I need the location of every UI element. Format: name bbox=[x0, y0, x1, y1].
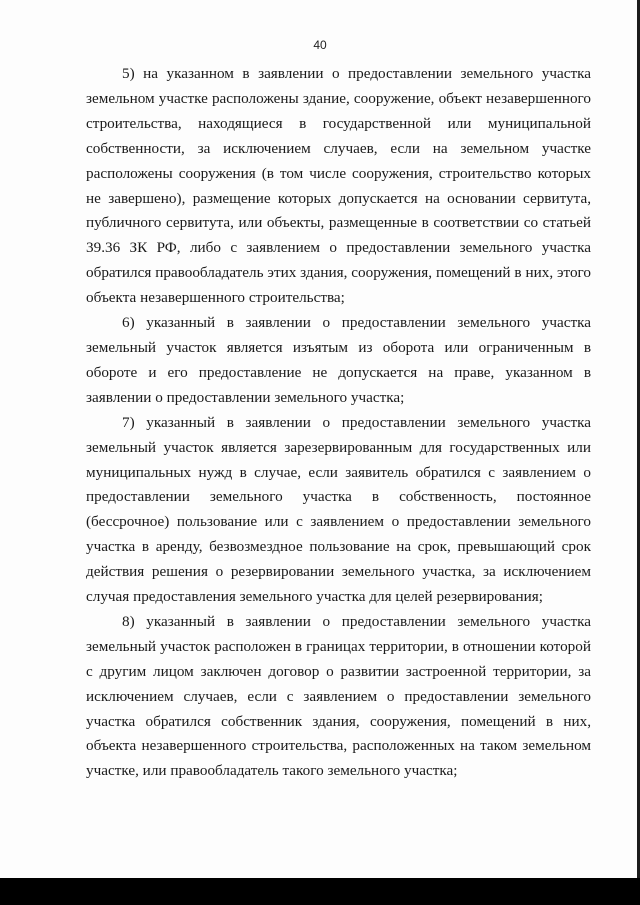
page-number: 40 bbox=[313, 38, 327, 52]
paragraph-item-7: 7) указанный в заявлении о предоставлении земельного участка земельный участок является зарезервированным для государственных или муниципальных нужд в случае, если заявитель обратился с заявлением о предоставлении земельного участка в собственность, постоянное (бессрочное) пользование или с заявлением о предоставлении земельного участка в аренду, безвозмездное пользование на срок, превышающий срок действия решения о резервировании земельного участка, за исключением случая предоставления земельного участка для целей резервирования; bbox=[86, 413, 591, 606]
scan-bottom-border bbox=[0, 878, 640, 905]
paragraph-item-6: 6) указанный в заявлении о предоставлении земельного участка земельный участок является изъятым из оборота или ограниченным в обороте и его предоставление не допускается на праве, указанном в заявлении о предоставлении земельного участка; bbox=[86, 314, 591, 406]
paragraph-item-8: 8) указанный в заявлении о предоставлении земельного участка земельный участок расположен в границах территории, в отношении которой с другим лицом заключен договор о развитии застроенной территории, за исключением случаев, если с заявлением о предоставлении земельного участка обратился собственник здания, сооружения, помещений в них, объекта незавершенного строительства, расположенных на таком земельном участке, или правообладатель такого земельного участка; bbox=[86, 612, 591, 780]
document-body bbox=[86, 62, 591, 784]
paragraph-item-5: 5) на указанном в заявлении о предоставлении земельного участка земельном участке расположены здание, сооружение, объект незавершенного строительства, находящиеся в государственной или муниципальной собственности, за исключением случаев, если на земельном участке расположены сооружения (в том числе сооружения, строительство которых не завершено), размещение которых допускается на основании сервитута, публичного сервитута, или объекты, размещенные в соответствии со статьей 39.36 ЗК РФ, либо с заявлением о предоставлении земельного участка обратился правообладатель этих здания, сооружения, помещений в них, этого объекта незавершенного строительства; bbox=[86, 65, 591, 307]
